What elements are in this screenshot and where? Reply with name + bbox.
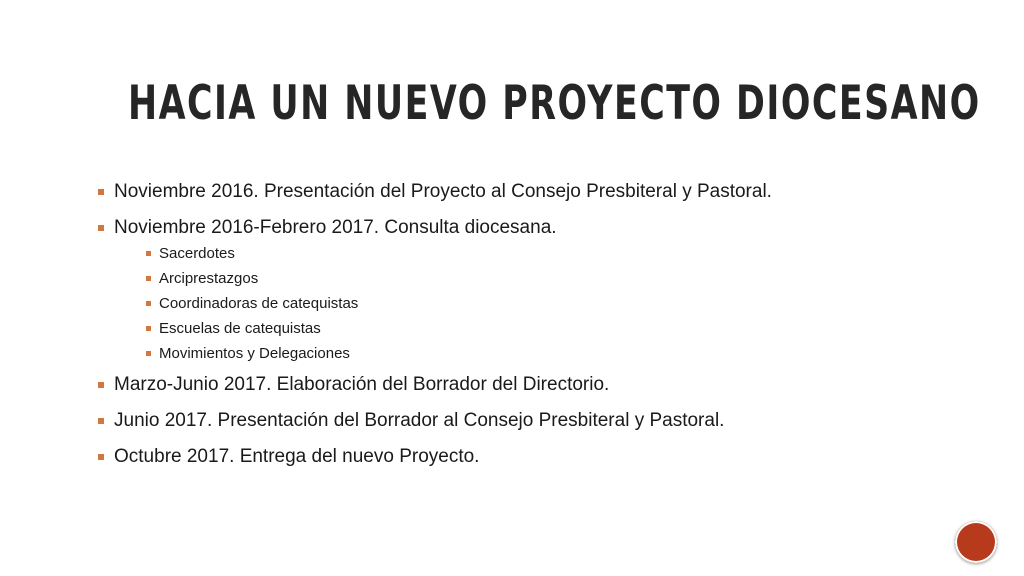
sub-list-item-text: Arciprestazgos — [159, 270, 259, 287]
square-bullet-icon — [98, 418, 104, 424]
square-bullet-icon — [98, 454, 104, 460]
square-bullet-icon — [146, 301, 151, 306]
page-number-badge — [955, 521, 997, 563]
list-item-text: Noviembre 2016-Febrero 2017. Consulta diocesana. — [114, 217, 557, 238]
sub-list-item-text: Coordinadoras de catequistas — [159, 295, 359, 312]
square-bullet-icon — [146, 351, 151, 356]
list-item-text: Noviembre 2016. Presentación del Proyecto al Consejo Presbiteral y Pastoral. — [114, 181, 772, 202]
square-bullet-icon — [146, 326, 151, 331]
sub-list-item-text: Escuelas de catequistas — [159, 320, 321, 337]
list-item — [98, 180, 958, 204]
sub-bullet-list — [146, 244, 990, 363]
sub-list-item — [146, 269, 990, 288]
list-item-text: Junio 2017. Presentación del Borrador al Consejo Presbiteral y Pastoral. — [114, 410, 725, 431]
sub-list-item — [146, 344, 990, 363]
sub-list-item-text: Movimientos y Delegaciones — [159, 345, 350, 362]
slide-title: HACIA UN NUEVO PROYECTO DIOCESANO — [128, 76, 981, 131]
square-bullet-icon — [146, 251, 151, 256]
square-bullet-icon — [98, 382, 104, 388]
square-bullet-icon — [146, 276, 151, 281]
sub-list-item-text: Sacerdotes — [159, 245, 235, 262]
list-item — [98, 409, 958, 433]
list-item — [98, 373, 958, 397]
sub-list-item — [146, 319, 990, 338]
list-item — [98, 445, 958, 469]
list-item-text: Octubre 2017. Entrega del nuevo Proyecto. — [114, 446, 480, 467]
list-item — [98, 216, 958, 363]
list-item-text: Marzo-Junio 2017. Elaboración del Borrador del Directorio. — [114, 374, 610, 395]
bullet-list — [98, 180, 958, 481]
square-bullet-icon — [98, 225, 104, 231]
square-bullet-icon — [98, 189, 104, 195]
sub-list-item — [146, 294, 990, 313]
sub-list-item — [146, 244, 990, 263]
